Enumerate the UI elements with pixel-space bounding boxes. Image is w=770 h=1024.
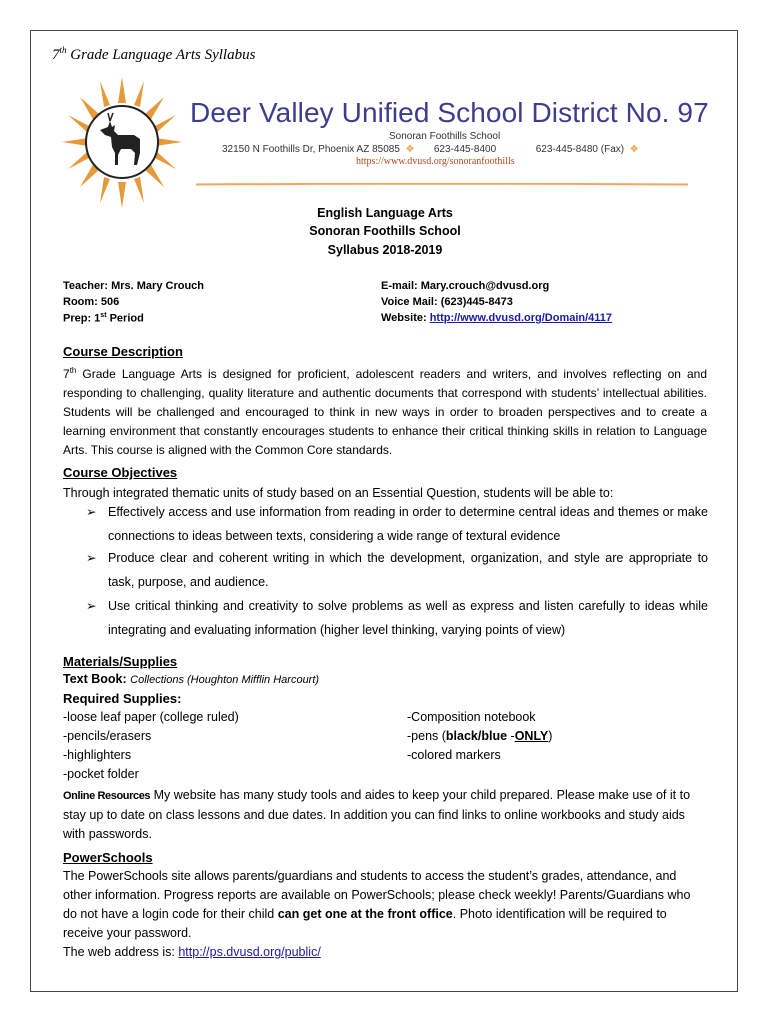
diamond-icon: ❖ bbox=[626, 144, 639, 155]
materials-heading: Materials/Supplies bbox=[63, 654, 178, 669]
address: 32150 N Foothills Dr, Phoenix AZ 85085 bbox=[222, 144, 400, 155]
supply-item: -Composition notebook bbox=[407, 710, 536, 724]
supply-item: -loose leaf paper (college ruled) bbox=[63, 710, 239, 724]
teacher-email: E-mail: Mary.crouch@dvusd.org bbox=[381, 280, 550, 292]
school-name-small: Sonoran Foothills School bbox=[389, 131, 501, 142]
supply-item: -colored markers bbox=[407, 748, 501, 762]
teacher-website-link[interactable]: http://www.dvusd.org/Domain/4117 bbox=[429, 312, 613, 324]
course-year: Syllabus 2018-2019 bbox=[327, 243, 443, 257]
powerschools-heading: PowerSchools bbox=[63, 850, 153, 865]
fax: 623-445-8480 (Fax) bbox=[535, 144, 625, 155]
teacher-website: Website: http://www.dvusd.org/Domain/4117 bbox=[381, 312, 613, 324]
prep-period: Prep: 1st Period bbox=[63, 312, 144, 325]
teacher-name: Teacher: Mrs. Mary Crouch bbox=[63, 280, 205, 292]
supply-item: -pens (black/blue -ONLY) bbox=[407, 729, 553, 743]
required-supplies-label: Required Supplies: bbox=[63, 691, 182, 706]
objective-item: ➢ Use critical thinking and creativity to solve problems as well as express and listen carefully to ideas while integrating and evaluating information (higher level thinking, varying points of view) bbox=[86, 594, 708, 642]
room-number: Room: 506 bbox=[63, 296, 120, 308]
phone: 623-445-8400 bbox=[433, 144, 497, 155]
course-description-text: 7th Grade Language Arts is designed for proficient, adolescent readers and writers, and involves reflecting on and responding to challenging, quality literature and authentic documents that correspond with students’ intellectual abilities. Students will be challenged and encouraged to think in new ways in order to broaden perspectives and to create a learning environment that constantly encourages students to enhance their critical thinking skills in relation to Language Arts. This course is aligned with the Common Core standards. bbox=[63, 366, 707, 457]
powerschools-text: The PowerSchools site allows parents/guardians and students to access the student’s grades, attendance, and other information. Progress reports are available on PowerSchools; please check weekly! Parents/Guardians who do not have a login code for their child can get one at the front office. Photo identification will be required to receive your password. The web address is: http://ps.dvusd.org/public/ bbox=[63, 869, 691, 959]
school-website[interactable]: https://www.dvusd.org/sonoranfoothills bbox=[356, 156, 515, 167]
district-logo bbox=[60, 75, 185, 210]
powerschools-link[interactable]: http://ps.dvusd.org/public/ bbox=[178, 945, 321, 959]
diamond-icon: ❖ bbox=[402, 144, 432, 155]
course-objectives-intro: Through integrated thematic units of study based on an Essential Question, students will be able to: bbox=[63, 486, 614, 500]
course-school: Sonoran Foothills School bbox=[309, 224, 461, 238]
course-objectives-heading: Course Objectives bbox=[63, 465, 178, 480]
objective-item: ➢ Produce clear and coherent writing in which the development, organization, and style are appropriate to task, purpose, and audience. bbox=[86, 546, 708, 594]
course-description-heading: Course Description bbox=[63, 344, 183, 359]
online-resources-text: Online Resources My website has many study tools and aides to keep your child prepared. Please make use of it to stay up to date on class lessons and due dates. In addition you can find links to online workbooks and study aids with passwords. bbox=[63, 788, 691, 841]
supply-item: -pocket folder bbox=[63, 767, 139, 781]
district-name: Deer Valley Unified School District No. 97 bbox=[190, 97, 709, 128]
objective-item: ➢ Effectively access and use information from reading in order to determine central ideas and themes or make connections to ideas between texts, considering a wide range of textural evidence bbox=[86, 500, 708, 548]
arrow-bullet-icon: ➢ bbox=[86, 505, 97, 519]
textbook-line: Text Book: Collections (Houghton Mifflin Harcourt) bbox=[63, 672, 320, 686]
contact-line bbox=[222, 144, 639, 155]
course-subject: English Language Arts bbox=[317, 206, 453, 220]
syllabus-header: 7th Grade Language Arts Syllabus bbox=[52, 45, 256, 63]
arrow-bullet-icon: ➢ bbox=[86, 551, 97, 565]
arrow-bullet-icon: ➢ bbox=[86, 599, 97, 613]
teacher-voicemail: Voice Mail: (623)445-8473 bbox=[381, 296, 513, 308]
header-divider bbox=[196, 183, 688, 186]
supply-item: -highlighters bbox=[63, 748, 132, 762]
supply-item: -pencils/erasers bbox=[63, 729, 152, 743]
